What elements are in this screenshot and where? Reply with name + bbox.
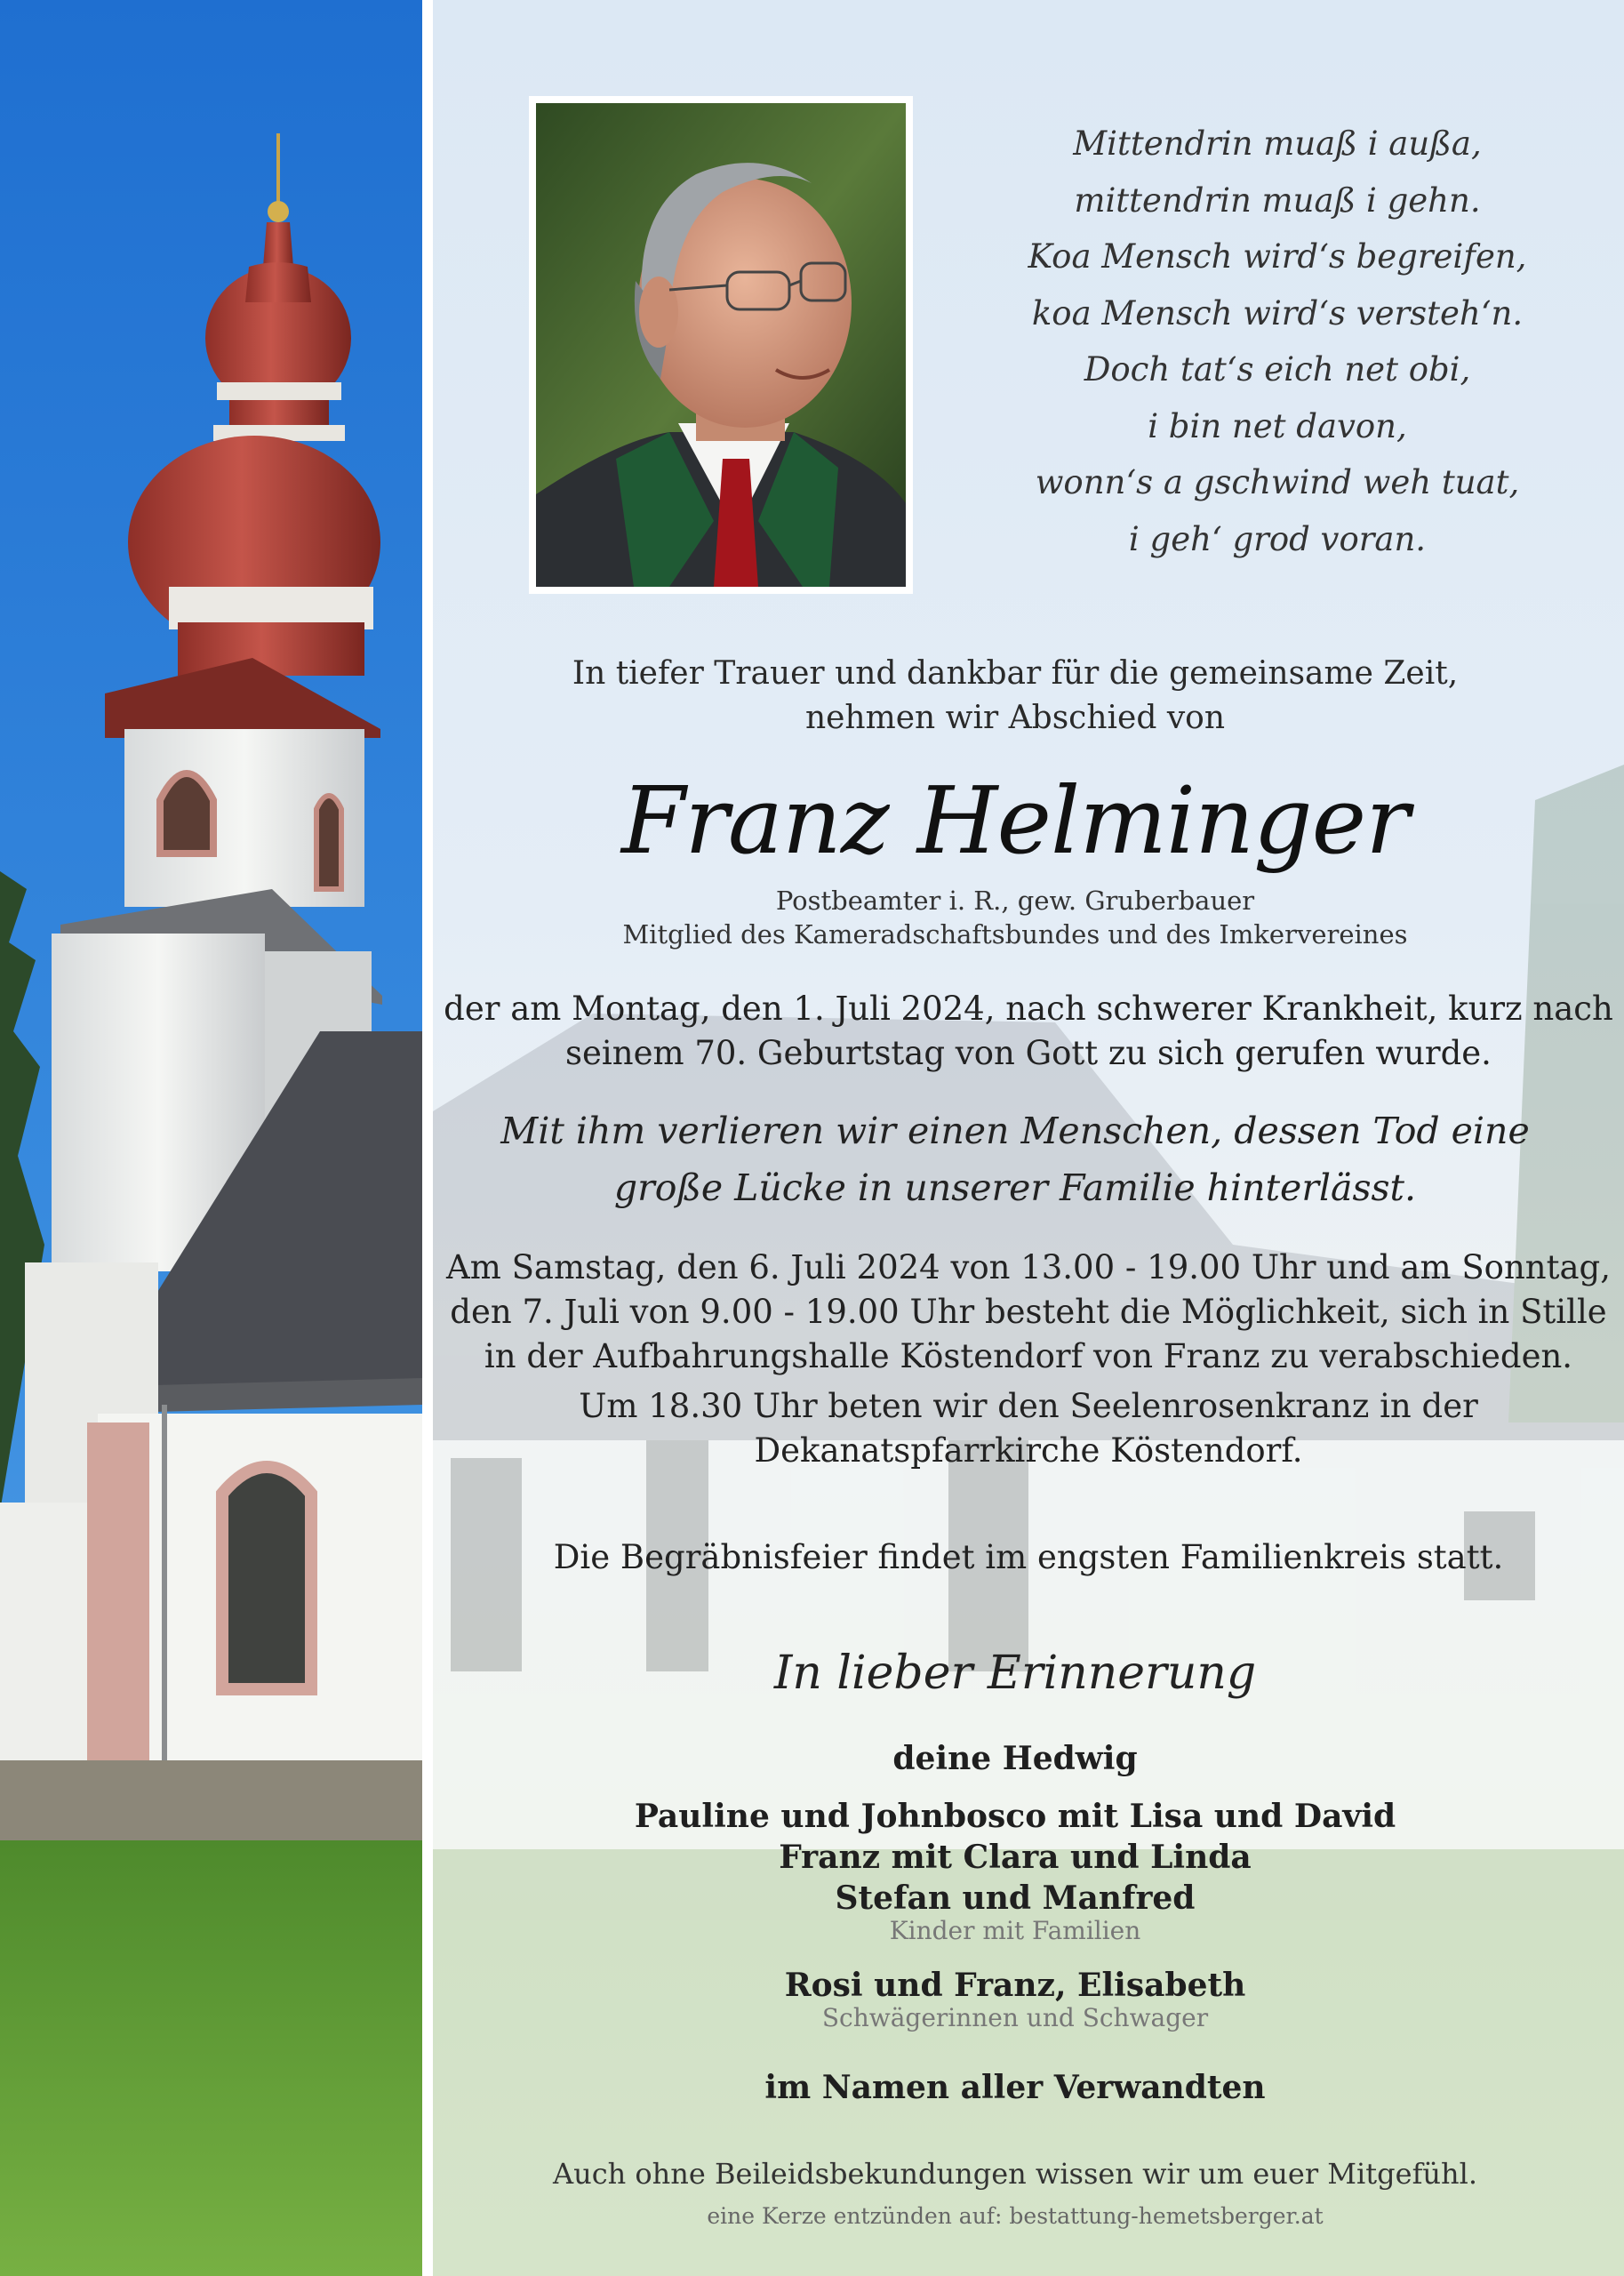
obituary-panel (433, 0, 1624, 2276)
poem-line: wonn‘s a gschwind weh tuat, (1035, 463, 1520, 501)
deceased-name: Franz Helminger (621, 766, 1409, 875)
viewing-line-2: den 7. Juli von 9.00 - 19.00 Uhr besteht die Möglichkeit, sich in Stille (450, 1293, 1607, 1331)
mourner-children-3: Stefan und Manfred (835, 1879, 1196, 1917)
deceased-title-2: Mitglied des Kameradschaftsbundes und des Imkervereines (622, 919, 1408, 950)
poem (993, 116, 1562, 567)
poem-line: koa Mensch wird‘s versteh‘n. (1031, 293, 1524, 333)
remembrance-heading: In lieber Erinnerung (773, 1647, 1257, 1700)
poem-line: Mittendrin muaß i außa, (1073, 124, 1482, 163)
tribute-line-1: Mit ihm verlieren wir einen Menschen, dessen Tod eine (500, 1110, 1530, 1152)
viewing-line-4: Um 18.30 Uhr beten wir den Seelenrosenkranz in der (579, 1387, 1478, 1425)
funeral-notice: Die Begräbnisfeier findet im engsten Familienkreis statt. (553, 1538, 1504, 1576)
poem-line: mittendrin muaß i gehn. (1074, 180, 1481, 220)
poem-line: Doch tat‘s eich net obi, (1084, 350, 1471, 389)
divider (422, 0, 433, 2276)
candle-link[interactable]: eine Kerze entzünden auf: bestattung-hemetsberger.at (707, 2203, 1324, 2229)
mourner-children-2: Franz mit Clara und Linda (779, 1839, 1252, 1876)
inlaws-label: Schwägerinnen und Schwager (821, 2003, 1209, 2032)
poem-line: i bin net davon, (1148, 406, 1407, 445)
deceased-title-1: Postbeamter i. R., gew. Gruberbauer (775, 886, 1255, 916)
intro-line-2: nehmen wir Abschied von (804, 700, 1226, 736)
viewing-line-3: in der Aufbahrungshalle Köstendorf von Franz zu verabschieden. (484, 1337, 1573, 1375)
viewing-line-5: Dekanatspfarrkirche Köstendorf. (754, 1431, 1303, 1470)
portrait-photo (536, 103, 906, 587)
portrait-frame (529, 96, 913, 594)
viewing-line-1: Am Samstag, den 6. Juli 2024 von 13.00 - 19.00 Uhr und am Sonntag, (446, 1248, 1611, 1286)
church-photo (0, 0, 422, 2276)
death-notice-line-2: seinem 70. Geburtstag von Gott zu sich gerufen wurde. (565, 1034, 1492, 1072)
mourner-spouse: deine Hedwig (892, 1740, 1138, 1777)
mourner-inlaws: Rosi und Franz, Elisabeth (784, 1967, 1246, 2004)
poem-line: i geh‘ grod voran. (1128, 519, 1427, 558)
tribute-line-2: große Lücke in unserer Familie hinterlässt. (613, 1166, 1417, 1209)
intro-line-1: In tiefer Trauer und dankbar für die gemeinsame Zeit, (572, 655, 1459, 692)
condolence-note: Auch ohne Beileidsbekundungen wissen wir um euer Mitgefühl. (552, 2157, 1478, 2191)
children-label: Kinder mit Familien (889, 1916, 1141, 1945)
death-notice-line-1: der am Montag, den 1. Juli 2024, nach schwerer Krankheit, kurz nach (444, 990, 1613, 1028)
poem-line: Koa Mensch wird‘s begreifen, (1028, 237, 1527, 276)
mourner-children-1: Pauline und Johnbosco mit Lisa und David (634, 1798, 1396, 1835)
mourner-relatives: im Namen aller Verwandten (764, 2069, 1266, 2106)
